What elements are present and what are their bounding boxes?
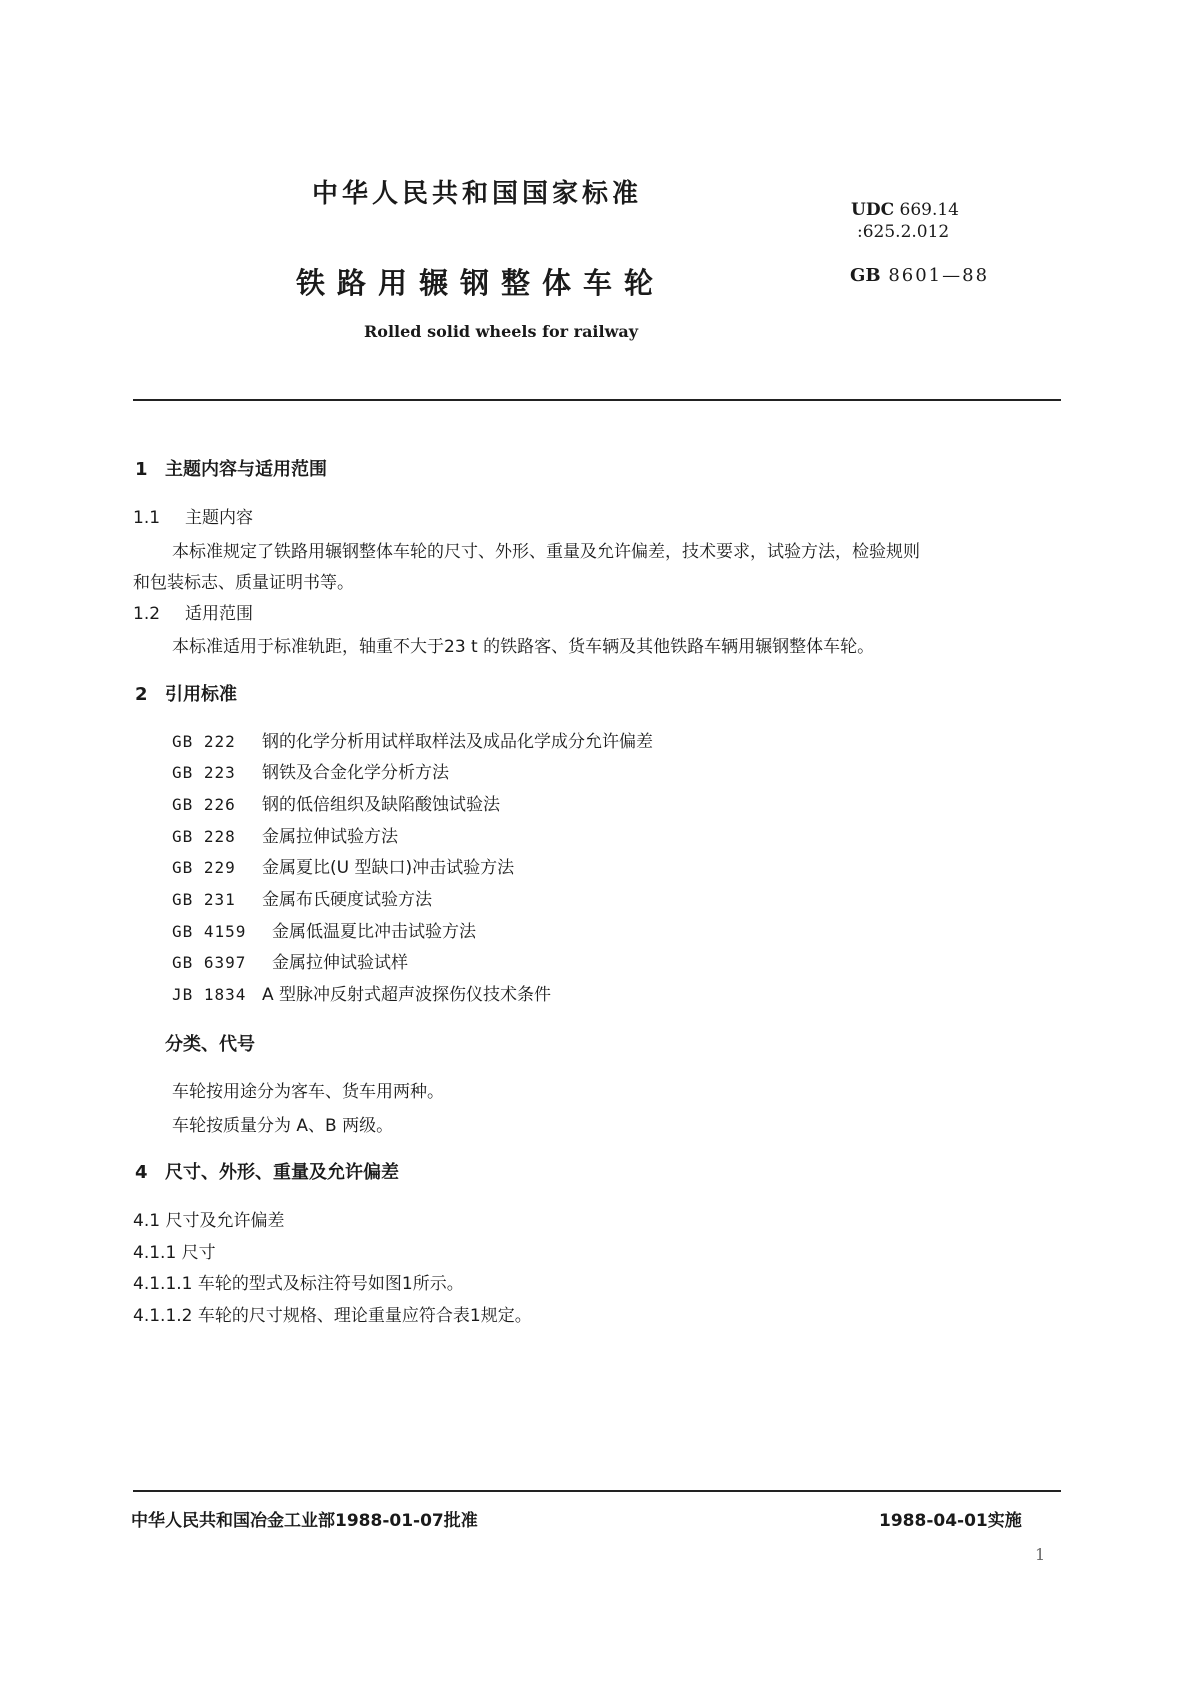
reference-item: [172, 727, 653, 752]
reference-item: [172, 917, 476, 942]
reference-title: 金属低温夏比冲击试验方法: [272, 922, 476, 942]
section-1-2-number: 1.2: [133, 604, 161, 624]
reference-item: [172, 822, 398, 847]
udc-code: [851, 200, 959, 220]
reference-code: GB 226: [172, 795, 236, 814]
udc-code-2: :625.2.012: [857, 222, 950, 242]
reference-item: [172, 853, 514, 878]
reference-title: A 型脉冲反射式超声波探伤仪技术条件: [262, 985, 552, 1005]
standard-title: 中华人民共和国国家标准: [312, 179, 643, 209]
section-1-1-title: 主题内容: [185, 508, 253, 528]
section-3-heading: 分类、代号: [165, 1034, 255, 1055]
gb-number: [850, 265, 989, 286]
reference-title: 钢铁及合金化学分析方法: [262, 763, 449, 783]
gb-number-value: 8601—88: [888, 265, 990, 286]
section-1-1-heading: [133, 503, 253, 528]
reference-code: GB 223: [172, 763, 236, 782]
effective-date: 1988-04-01实施: [879, 1511, 1022, 1531]
section-1-2-title: 适用范围: [185, 604, 253, 624]
reference-code: GB 229: [172, 858, 236, 877]
reference-item: [172, 980, 551, 1005]
section-1-1-number: 1.1: [133, 508, 161, 528]
reference-title: 钢的低倍组织及缺陷酸蚀试验法: [262, 795, 500, 815]
page-number: 1: [1035, 1545, 1046, 1564]
section-4-1: 4.1 尺寸及允许偏差: [133, 1211, 285, 1231]
section-1-heading: [135, 455, 327, 481]
reference-item: [172, 758, 449, 783]
section-1-title: 主题内容与适用范围: [165, 459, 327, 480]
section-4-number: 4: [135, 1162, 148, 1183]
section-3-line2: 车轮按质量分为 A、B 两级。: [172, 1116, 394, 1136]
reference-code: GB 231: [172, 890, 236, 909]
reference-item: [172, 885, 432, 910]
gb-label: GB: [850, 265, 881, 286]
section-2-heading: [135, 680, 237, 706]
section-4-1-1-1: 4.1.1.1 车轮的型式及标注符号如图1所示。: [133, 1274, 464, 1294]
reference-title: 金属拉伸试验试样: [272, 953, 408, 973]
reference-item: [172, 948, 408, 973]
reference-item: [172, 790, 500, 815]
udc-label: UDC: [851, 200, 895, 220]
section-1-number: 1: [135, 459, 148, 480]
section-2-number: 2: [135, 684, 148, 705]
english-title: Rolled solid wheels for railway: [364, 322, 639, 341]
footer-divider: [133, 1490, 1061, 1492]
reference-title: 金属布氏硬度试验方法: [262, 890, 432, 910]
reference-title: 金属夏比(U 型缺口)冲击试验方法: [262, 858, 515, 878]
reference-code: GB 222: [172, 732, 236, 751]
reference-title: 金属拉伸试验方法: [262, 827, 398, 847]
document-title: 铁路用辗钢整体车轮: [296, 266, 666, 300]
section-4-1-1-2: 4.1.1.2 车轮的尺寸规格、理论重量应符合表1规定。: [133, 1306, 532, 1326]
section-1-2-text: 本标准适用于标准轨距，轴重不大于23 t 的铁路客、货车辆及其他铁路车辆用辗钢整体车轮。: [172, 637, 875, 657]
section-3-line1: 车轮按用途分为客车、货车用两种。: [172, 1082, 444, 1102]
section-1-2-heading: [133, 599, 253, 624]
reference-code: GB 6397: [172, 953, 247, 972]
reference-code: GB 228: [172, 827, 236, 846]
reference-code: GB 4159: [172, 922, 247, 941]
header-divider: [133, 399, 1061, 401]
section-4-1-1: 4.1.1 尺寸: [133, 1243, 216, 1263]
section-1-1-text-line2: 和包装标志、质量证明书等。: [133, 573, 354, 593]
udc-code-1: 669.14: [899, 200, 959, 220]
section-4-title: 尺寸、外形、重量及允许偏差: [165, 1162, 399, 1183]
section-4-heading: [135, 1158, 399, 1184]
reference-code: JB 1834: [172, 985, 247, 1004]
section-1-1-text-line1: 本标准规定了铁路用辗钢整体车轮的尺寸、外形、重量及允许偏差，技术要求，试验方法，检验规则: [172, 542, 920, 562]
section-2-title: 引用标准: [165, 684, 237, 705]
reference-title: 钢的化学分析用试样取样法及成品化学成分允许偏差: [262, 732, 653, 752]
approval-line: 中华人民共和国冶金工业部1988-01-07批准: [131, 1511, 478, 1531]
